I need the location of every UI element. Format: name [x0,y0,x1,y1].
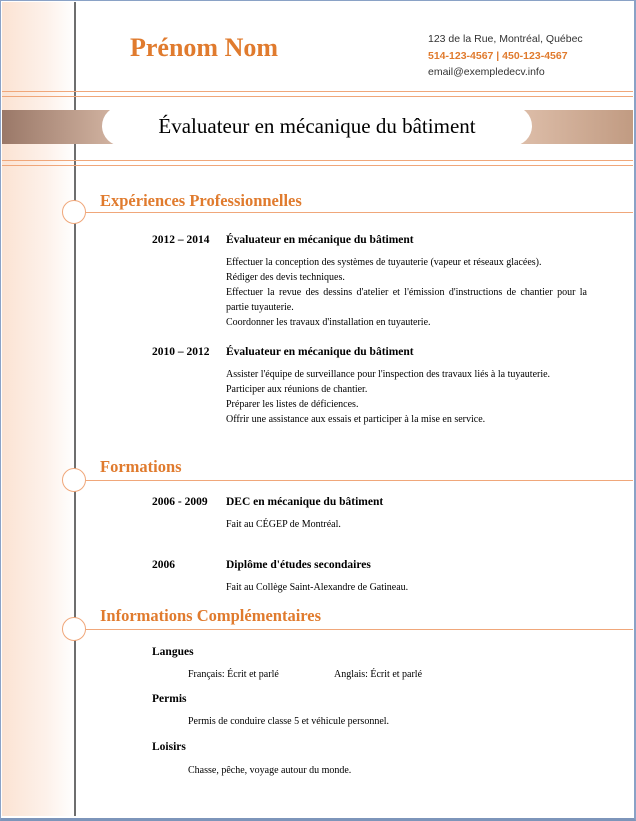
experience-role: Évaluateur en mécanique du bâtiment [226,346,414,358]
permits-value: Permis de conduire classe 5 et véhicule personnel. [188,716,390,727]
language-english: Anglais: Écrit et parlé [334,669,423,680]
experience-line: Préparer les listes de déficiences. [226,399,359,410]
section-bullet-circle [62,617,86,641]
banner-rule-top [2,160,633,161]
contact-email: email@exempledecv.info [428,66,545,78]
contact-phones: 514-123-4567 | 450-123-4567 [428,50,568,62]
education-date: 2006 [152,559,175,571]
candidate-name: Prénom Nom [130,33,279,62]
experience-line: Participer aux réunions de chantier. [226,384,368,395]
contact-address: 123 de la Rue, Montréal, Québec [428,33,583,45]
experience-description [226,367,587,427]
banner-rule-bottom [2,165,633,166]
education-place: Fait au Collège Saint-Alexandre de Gatineau. [226,582,409,593]
experience-line: Rédiger des devis techniques. [226,272,345,283]
experience-date: 2010 – 2012 [152,346,210,358]
experience-line: Assister l'équipe de surveillance pour l'inspection des travaux liés à la tuyauterie. [226,369,551,380]
experience-line: Effectuer la revue des dessins d'atelier et l'émission d'instructions de chantier pour la partie tuyauterie. [226,287,587,313]
experience-line: Offrir une assistance aux essais et participer à la mise en service. [226,414,486,425]
education-date: 2006 - 2009 [152,496,208,508]
education-place: Fait au CÉGEP de Montréal. [226,519,341,530]
experience-description [226,255,587,330]
hobbies-value: Chasse, pêche, voyage autour du monde. [188,765,352,776]
job-title: Évaluateur en mécanique du bâtiment [158,113,476,138]
experience-role: Évaluateur en mécanique du bâtiment [226,234,414,246]
education-degree: DEC en mécanique du bâtiment [226,496,384,508]
experience-line: Effectuer la conception des systèmes de tuyauterie (vapeur et réseaux glacées). [226,257,542,268]
additional-section-title: Informations Complémentaires [100,606,322,625]
education-rule [86,480,633,481]
additional-rule [86,629,633,630]
languages-label: Langues [152,646,194,658]
education-degree: Diplôme d'études secondaires [226,559,371,571]
header-rule-top [2,91,633,92]
experience-line: Coordonner les travaux d'installation en tuyauterie. [226,317,431,328]
hobbies-label: Loisirs [152,741,186,753]
experience-date: 2012 – 2014 [152,234,210,246]
job-title-pill [102,106,532,146]
experience-section-title: Expériences Professionnelles [100,191,302,210]
section-bullet-circle [62,468,86,492]
header-rule-bottom [2,96,633,97]
permits-label: Permis [152,693,187,705]
section-bullet-circle [62,200,86,224]
education-section-title: Formations [100,457,182,476]
experience-rule [86,212,633,213]
language-french: Français: Écrit et parlé [188,669,279,680]
